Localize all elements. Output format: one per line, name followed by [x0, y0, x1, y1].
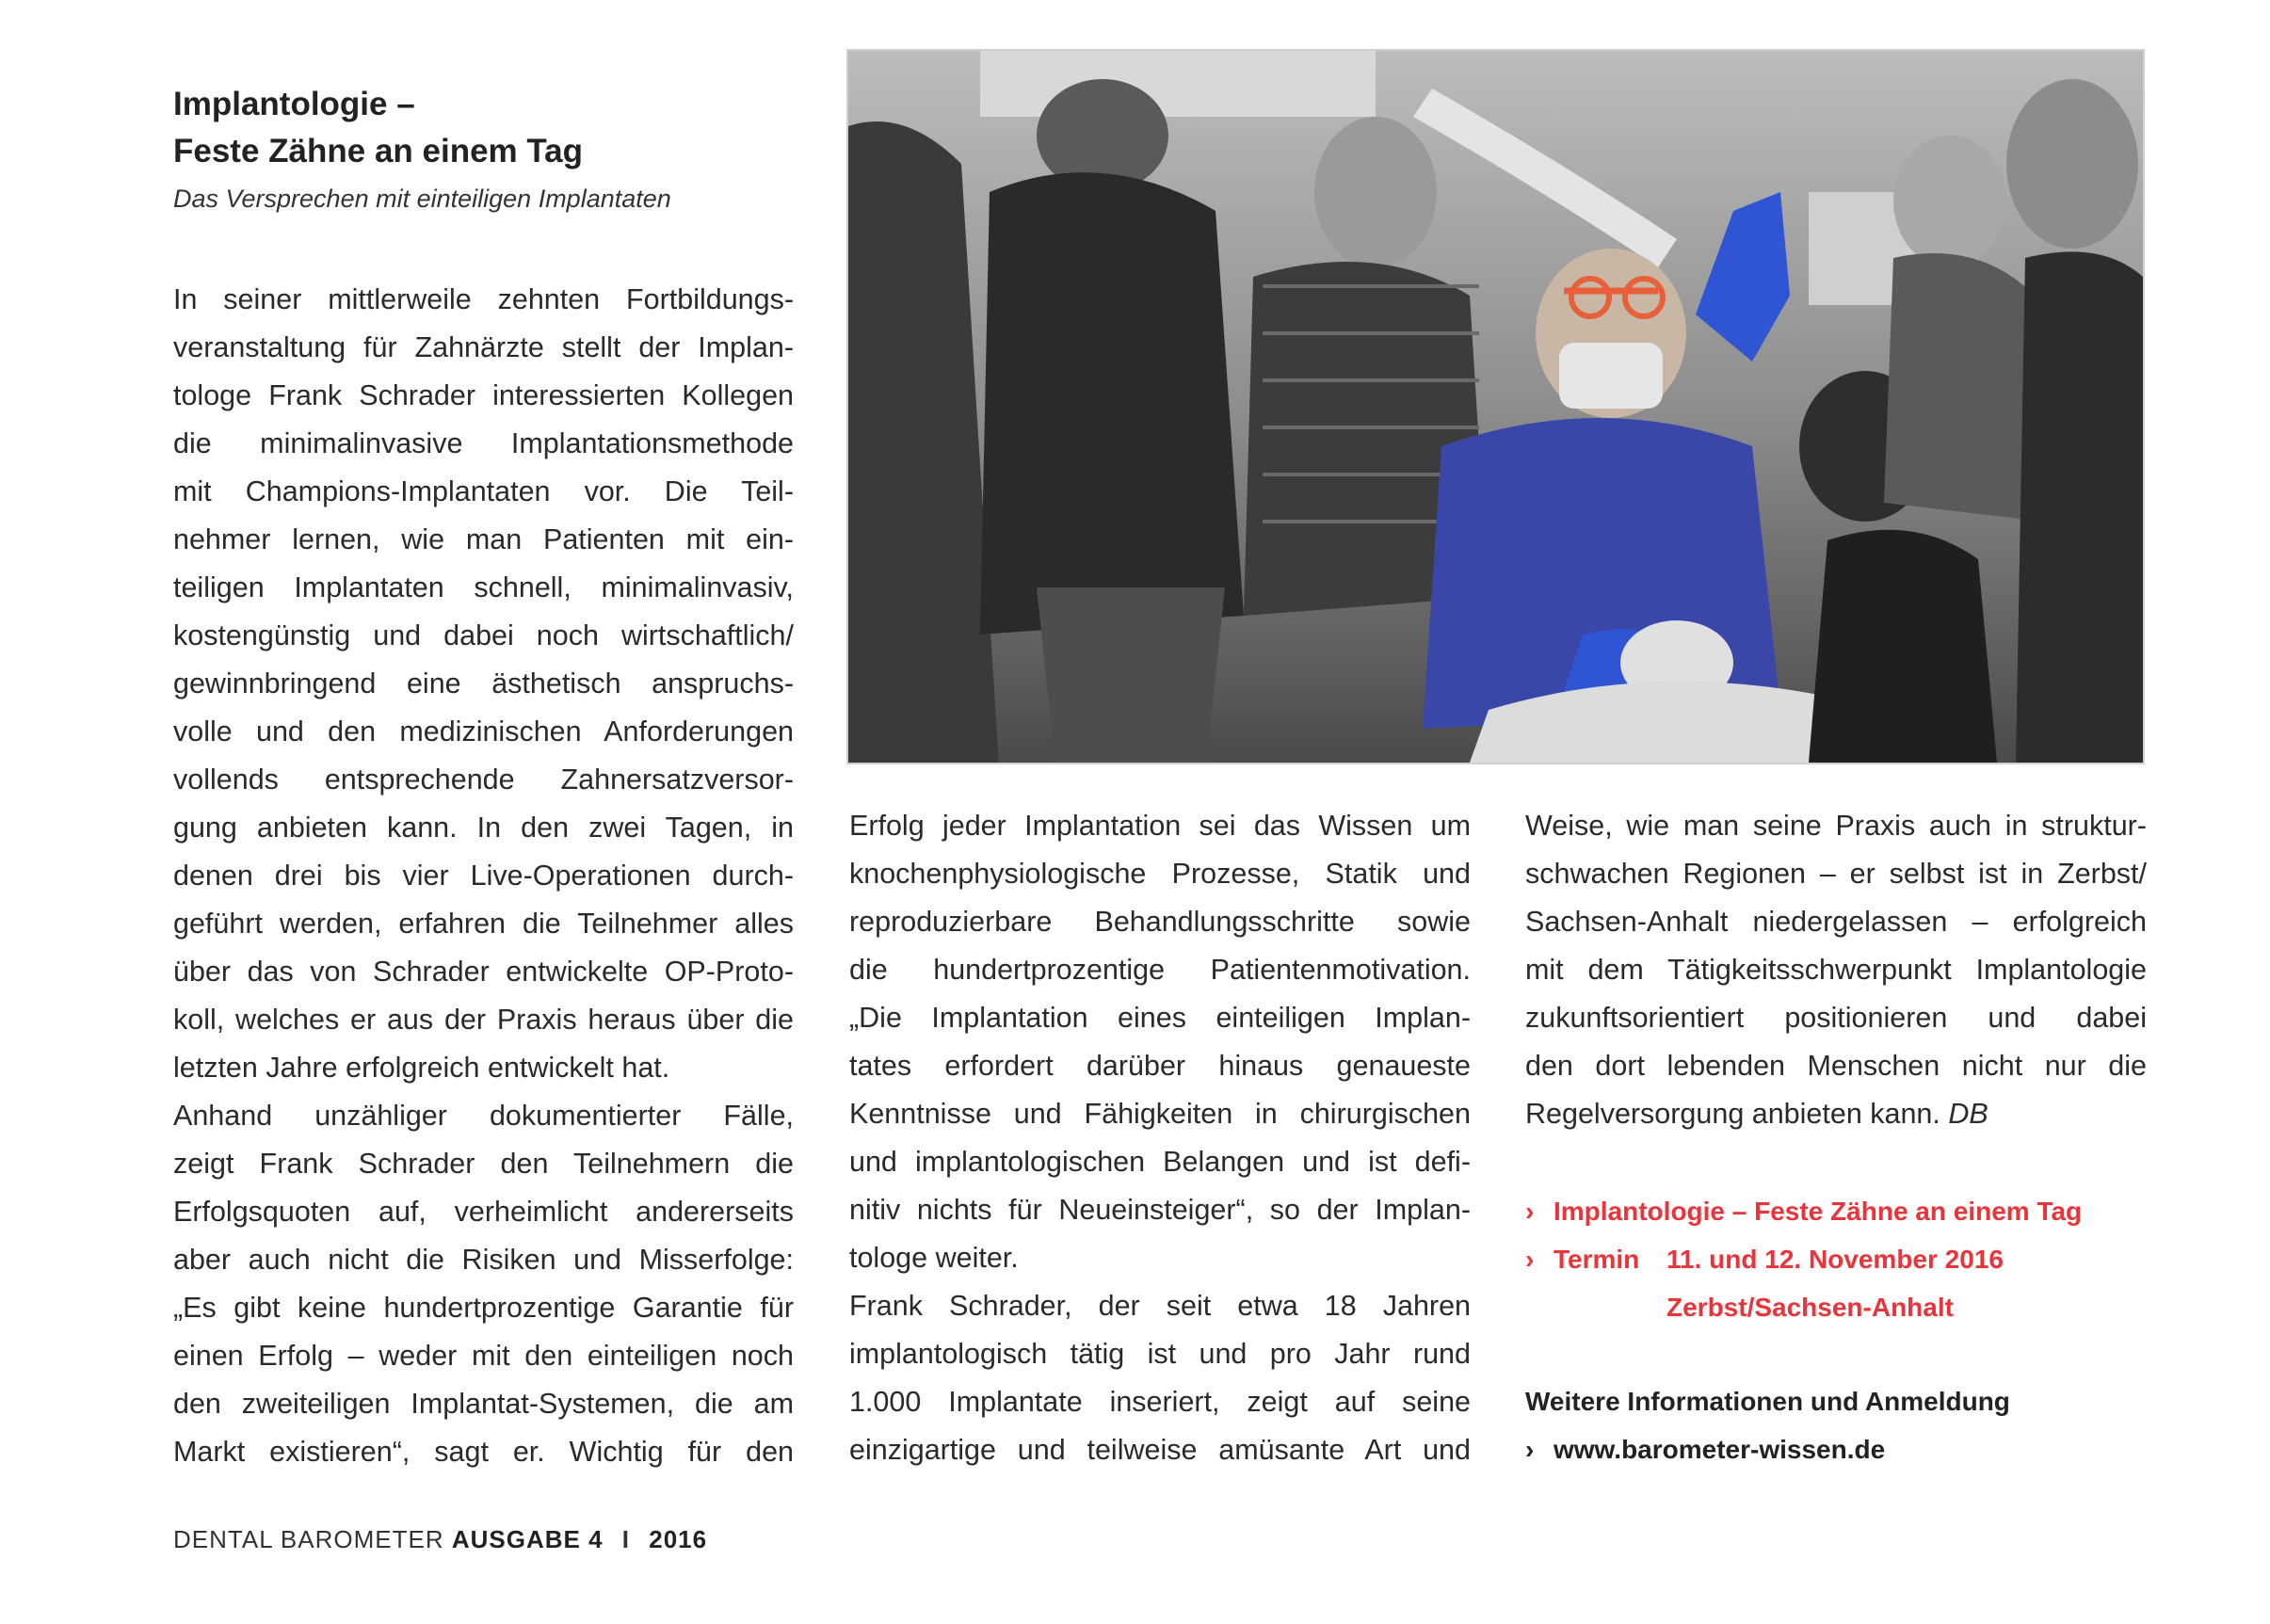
body-line: mit Champions-Implantaten vor. Die Teil-	[173, 475, 794, 507]
body-line: tologe weiter.	[849, 1242, 1019, 1274]
body-line: den dort lebenden Menschen nicht nur die	[1525, 1050, 2147, 1082]
termin-label: Termin	[1554, 1245, 1640, 1274]
body-line: Frank Schrader, der seit etwa 18 Jahren	[849, 1290, 1471, 1322]
article-title	[173, 81, 832, 175]
event-title: Implantologie – Feste Zähne an einem Tag	[1554, 1197, 2083, 1226]
chevron-right-icon: ›	[1525, 1197, 1535, 1226]
issue-number: AUSGABE 4	[451, 1525, 604, 1553]
event-location: Zerbst/Sachsen-Anhalt	[1666, 1293, 1954, 1322]
event-date-row	[1525, 1236, 2004, 1283]
body-line: gung anbieten kann. In den zwei Tagen, in	[173, 812, 794, 844]
event-location-row	[1525, 1284, 1954, 1331]
body-line: nehmer lernen, wie man Patienten mit ein-	[173, 523, 794, 555]
body-line: einen Erfolg – weder mit den einteiligen noch	[173, 1340, 794, 1372]
event-title-row	[1525, 1188, 2082, 1235]
body-line: tates erfordert darüber hinaus genaueste	[849, 1050, 1471, 1082]
page-footer	[173, 1525, 707, 1554]
body-line: die minimalinvasive Implantationsmethode	[173, 427, 794, 459]
more-info-link[interactable]	[1525, 1426, 1885, 1473]
body-line: implantologisch tätig ist und pro Jahr rund	[849, 1338, 1471, 1370]
body-line: koll, welches er aus der Praxis heraus über die	[173, 1004, 794, 1036]
website-url[interactable]: www.barometer-wissen.de	[1554, 1435, 1886, 1464]
body-line-text: Regelversorgung anbieten kann.	[1525, 1098, 1940, 1130]
publication-name: DENTAL BAROMETER	[173, 1525, 444, 1553]
body-line: zukunftsorientiert positionieren und dabei	[1525, 1002, 2147, 1034]
body-line: schwachen Regionen – er selbst ist in Zerbst/	[1525, 858, 2147, 890]
body-line: den zweiteiligen Implantat-Systemen, die am	[173, 1388, 794, 1420]
body-line-last	[1525, 1090, 2147, 1137]
body-line: Markt existieren“, sagt er. Wichtig für den	[173, 1436, 794, 1468]
body-line: zeigt Frank Schrader den Teilnehmern die	[173, 1148, 794, 1180]
body-line: Kenntnisse und Fähigkeiten in chirurgischen	[849, 1098, 1471, 1130]
chevron-right-icon: ›	[1525, 1435, 1535, 1464]
body-line: Weise, wie man seine Praxis auch in struktur-	[1525, 810, 2147, 842]
body-line: nitiv nichts für Neueinsteiger“, so der Implan-	[849, 1194, 1471, 1226]
body-line: veranstaltung für Zahnärzte stellt der Implan-	[173, 331, 794, 363]
body-line: „Es gibt keine hundertprozentige Garantie für	[173, 1292, 794, 1324]
body-line: reproduzierbare Behandlungsschritte sowie	[849, 906, 1471, 938]
chevron-right-icon: ›	[1525, 1245, 1535, 1274]
event-date: 11. und 12. November 2016	[1666, 1245, 2004, 1274]
title-line-2: Feste Zähne an einem Tag	[173, 133, 584, 169]
body-line: denen drei bis vier Live-Operationen durch-	[173, 860, 794, 892]
title-line-1: Implantologie –	[173, 86, 415, 122]
body-line: In seiner mittlerweile zehnten Fortbildungs-	[173, 283, 794, 315]
article-subtitle: Das Versprechen mit einteiligen Implantaten	[173, 185, 671, 213]
body-line: „Die Implantation eines einteiligen Implan-	[849, 1002, 1471, 1034]
article-photo	[846, 49, 2145, 764]
more-info-heading: Weitere Informationen und Anmeldung	[1525, 1387, 2010, 1416]
body-line: kostengünstig und dabei noch wirtschaftlich/	[173, 619, 794, 651]
body-line: aber auch nicht die Risiken und Misserfolge:	[173, 1244, 794, 1276]
body-line: knochenphysiologische Prozesse, Statik und	[849, 858, 1471, 890]
body-line: vollends entsprechende Zahnersatzversor-	[173, 764, 794, 796]
dental-training-photo-icon	[848, 51, 2143, 763]
body-line: Anhand unzähliger dokumentierter Fälle,	[173, 1100, 794, 1132]
footer-separator: I	[621, 1525, 630, 1553]
body-line: letzten Jahre erfolgreich entwickelt hat.	[173, 1052, 670, 1084]
body-line: einzigartige und teilweise amüsante Art und	[849, 1434, 1471, 1466]
body-line: die hundertprozentige Patientenmotivation.	[849, 954, 1471, 986]
issue-year: 2016	[649, 1525, 708, 1553]
author-initials: DB	[1948, 1098, 1988, 1130]
body-line: Sachsen-Anhalt niedergelassen – erfolgreich	[1525, 906, 2147, 938]
body-line: und implantologischen Belangen und ist defi-	[849, 1146, 1471, 1178]
body-line: tologe Frank Schrader interessierten Kollegen	[173, 379, 794, 411]
body-line: volle und den medizinischen Anforderungen	[173, 716, 794, 748]
body-line: Erfolg jeder Implantation sei das Wissen um	[849, 810, 1471, 842]
body-line: geführt werden, erfahren die Teilnehmer alles	[173, 908, 794, 940]
body-line: Erfolgsquoten auf, verheimlicht andererseits	[173, 1196, 794, 1228]
body-line: mit dem Tätigkeitsschwerpunkt Implantologie	[1525, 954, 2147, 986]
body-line: über das von Schrader entwickelte OP-Proto-	[173, 956, 794, 988]
body-line: gewinnbringend eine ästhetisch anspruchs-	[173, 667, 794, 699]
body-line: 1.000 Implantate inseriert, zeigt auf seine	[849, 1386, 1471, 1418]
body-line: teiligen Implantaten schnell, minimalinvasiv,	[173, 571, 794, 603]
